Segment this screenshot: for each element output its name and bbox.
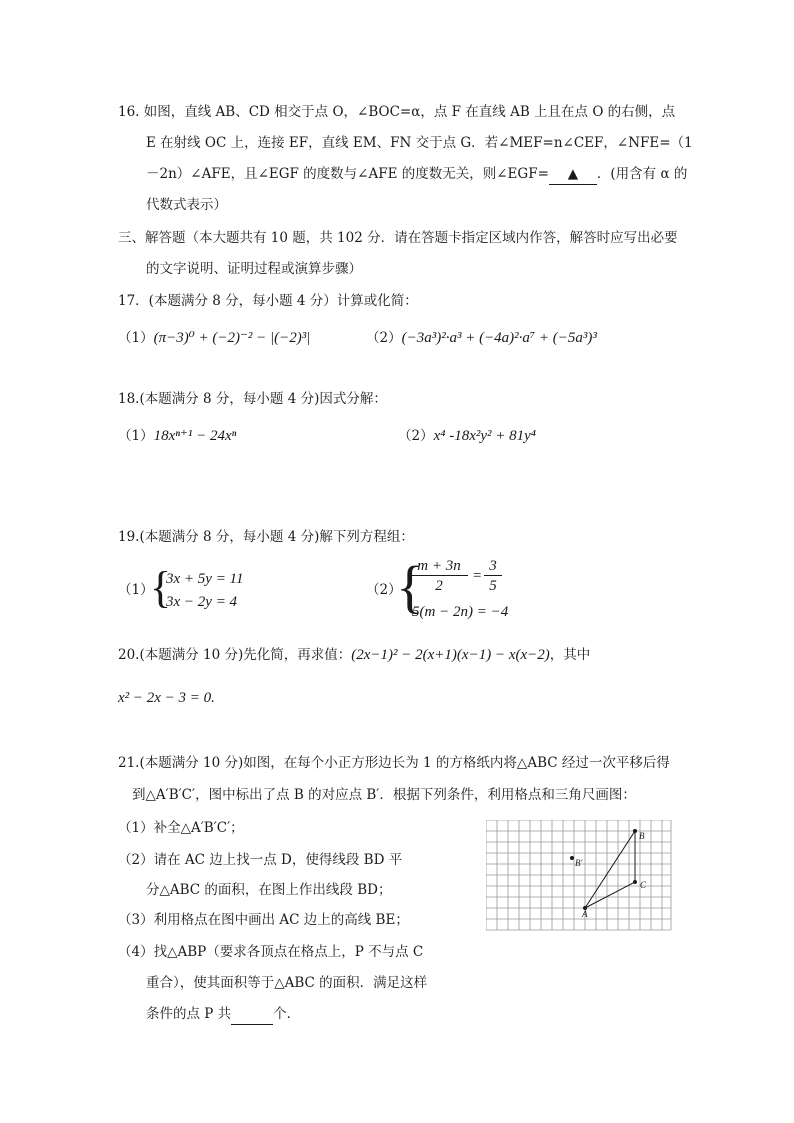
label-b-prime: B′ bbox=[575, 858, 583, 868]
q20-text: 20.(本题满分 10 分)先化简，再求值： bbox=[118, 647, 352, 663]
q16-line3-pre: －2n）∠AFE，且∠EGF 的度数与∠AFE 的度数无关，则∠EGF= bbox=[146, 166, 549, 182]
q16-line3 bbox=[146, 164, 687, 185]
point-c bbox=[633, 880, 637, 884]
q19-p2-brace: { bbox=[396, 554, 424, 619]
q16-line4: 代数式表示） bbox=[146, 197, 227, 213]
q19-p2-frac-left bbox=[410, 557, 468, 597]
label-a: A bbox=[582, 909, 588, 919]
q18-part1 bbox=[118, 426, 236, 446]
q19-p1-eq2: 3x − 2y = 4 bbox=[166, 594, 238, 610]
q17-part2 bbox=[366, 328, 597, 348]
q20-expr: (2x−1)² − 2(x+1)(x−1) − x(x−2) bbox=[351, 647, 550, 663]
label-b: B bbox=[639, 831, 645, 841]
q17-title: 17．(本题满分 8 分，每小题 4 分）计算或化简： bbox=[118, 293, 418, 309]
q21-step4c-pre: 条件的点 P 共 bbox=[146, 1006, 232, 1022]
q21-count-blank bbox=[231, 1004, 273, 1025]
section3-line2: 的文字说明、证明过程或演算步骤） bbox=[146, 261, 362, 277]
q21-step2b: 分△ABC 的面积，在图上作出线段 BD； bbox=[146, 882, 392, 898]
q21-step1: （1）补全△A′B′C′； bbox=[118, 820, 244, 836]
q18-part2 bbox=[398, 426, 536, 446]
q19-p1-label: （1） bbox=[118, 582, 154, 598]
q20-line1 bbox=[118, 645, 590, 665]
q16-line2: E 在射线 OC 上，连接 EF，直线 EM、FN 交于点 G．若∠MEF=n∠CEF，∠NFE=（1 bbox=[146, 135, 693, 151]
q16-line3-post: ．(用含有 α 的 bbox=[596, 166, 688, 182]
q19-p2-eq2: 5(m − 2n) = −4 bbox=[412, 604, 509, 620]
q19-p2-label: （2） bbox=[366, 582, 402, 598]
q19-p2-num: m + 3n bbox=[410, 557, 468, 576]
q17-p2-label: （2） bbox=[366, 330, 402, 346]
q19-p2-rden: 5 bbox=[489, 578, 497, 594]
point-b bbox=[633, 829, 637, 833]
q19-title: 19.(本题满分 8 分，每小题 4 分)解下列方程组： bbox=[118, 529, 414, 545]
q19-p2-rnum: 3 bbox=[484, 557, 502, 576]
q19-p2-den: 2 bbox=[435, 578, 443, 594]
q18-title: 18.(本题满分 8 分，每小题 4 分)因式分解： bbox=[118, 391, 387, 407]
q21-step4a: （4）找△ABP（要求各顶点在格点上，P 不与点 C bbox=[118, 944, 424, 960]
q20-mid: ，其中 bbox=[549, 647, 591, 663]
q21-step4c-post: 个． bbox=[273, 1006, 301, 1022]
q21-step4c bbox=[146, 1004, 300, 1025]
q21-line2: 到△A′B′C′，图中标出了点 B 的对应点 B′．根据下列条件，利用格点和三角尺画图： bbox=[132, 787, 636, 803]
label-c: C bbox=[640, 880, 647, 890]
q21-step4b: 重合），使其面积等于△ABC 的面积．满足这样 bbox=[146, 975, 428, 991]
q19-p1-eq1: 3x + 5y = 11 bbox=[166, 571, 244, 587]
q17-part1 bbox=[118, 328, 310, 348]
q21-step2a: （2）请在 AC 边上找一点 D，使得线段 BD 平 bbox=[118, 852, 403, 868]
q19-p1-brace: { bbox=[150, 563, 172, 612]
q17-p1-expr: (π−3)⁰ + (−2)⁻² − |(−2)³| bbox=[153, 330, 311, 346]
q21-grid-figure bbox=[486, 820, 672, 932]
q21-step3: （3）利用格点在图中画出 AC 边上的高线 BE； bbox=[118, 912, 409, 928]
point-b-prime bbox=[570, 856, 574, 860]
q18-p2-label: （2） bbox=[398, 428, 434, 444]
q21-line1: 21.(本题满分 10 分)如图，在每个小正方形边长为 1 的方格纸内将△ABC 经过一次平移后得 bbox=[118, 755, 670, 771]
q17-p2-expr: (−3a³)²·a³ + (−4a)²·a⁷ + (−5a³)³ bbox=[401, 330, 597, 346]
q17-p1-label: （1） bbox=[118, 330, 154, 346]
q19-p2-frac-right bbox=[484, 557, 502, 597]
q18-p1-expr: 18xⁿ⁺¹ − 24xⁿ bbox=[153, 428, 237, 444]
triangle-abc bbox=[585, 831, 635, 908]
q16-line1: 16. 如图，直线 AB、CD 相交于点 O，∠BOC=α，点 F 在直线 AB 上且在点 O 的右侧，点 bbox=[118, 104, 676, 120]
q19-p2-equals: = bbox=[472, 568, 483, 584]
answer-blank: ▲ bbox=[549, 164, 597, 185]
q18-p1-label: （1） bbox=[118, 428, 154, 444]
section3-line1: 三、解答题（本大题共有 10 题，共 102 分．请在答题卡指定区域内作答，解答时应写出必要 bbox=[118, 230, 678, 246]
q18-p2-expr: x⁴ -18x²y² + 81y⁴ bbox=[433, 428, 537, 444]
q20-condition: x² − 2x − 3 = 0. bbox=[118, 690, 215, 706]
